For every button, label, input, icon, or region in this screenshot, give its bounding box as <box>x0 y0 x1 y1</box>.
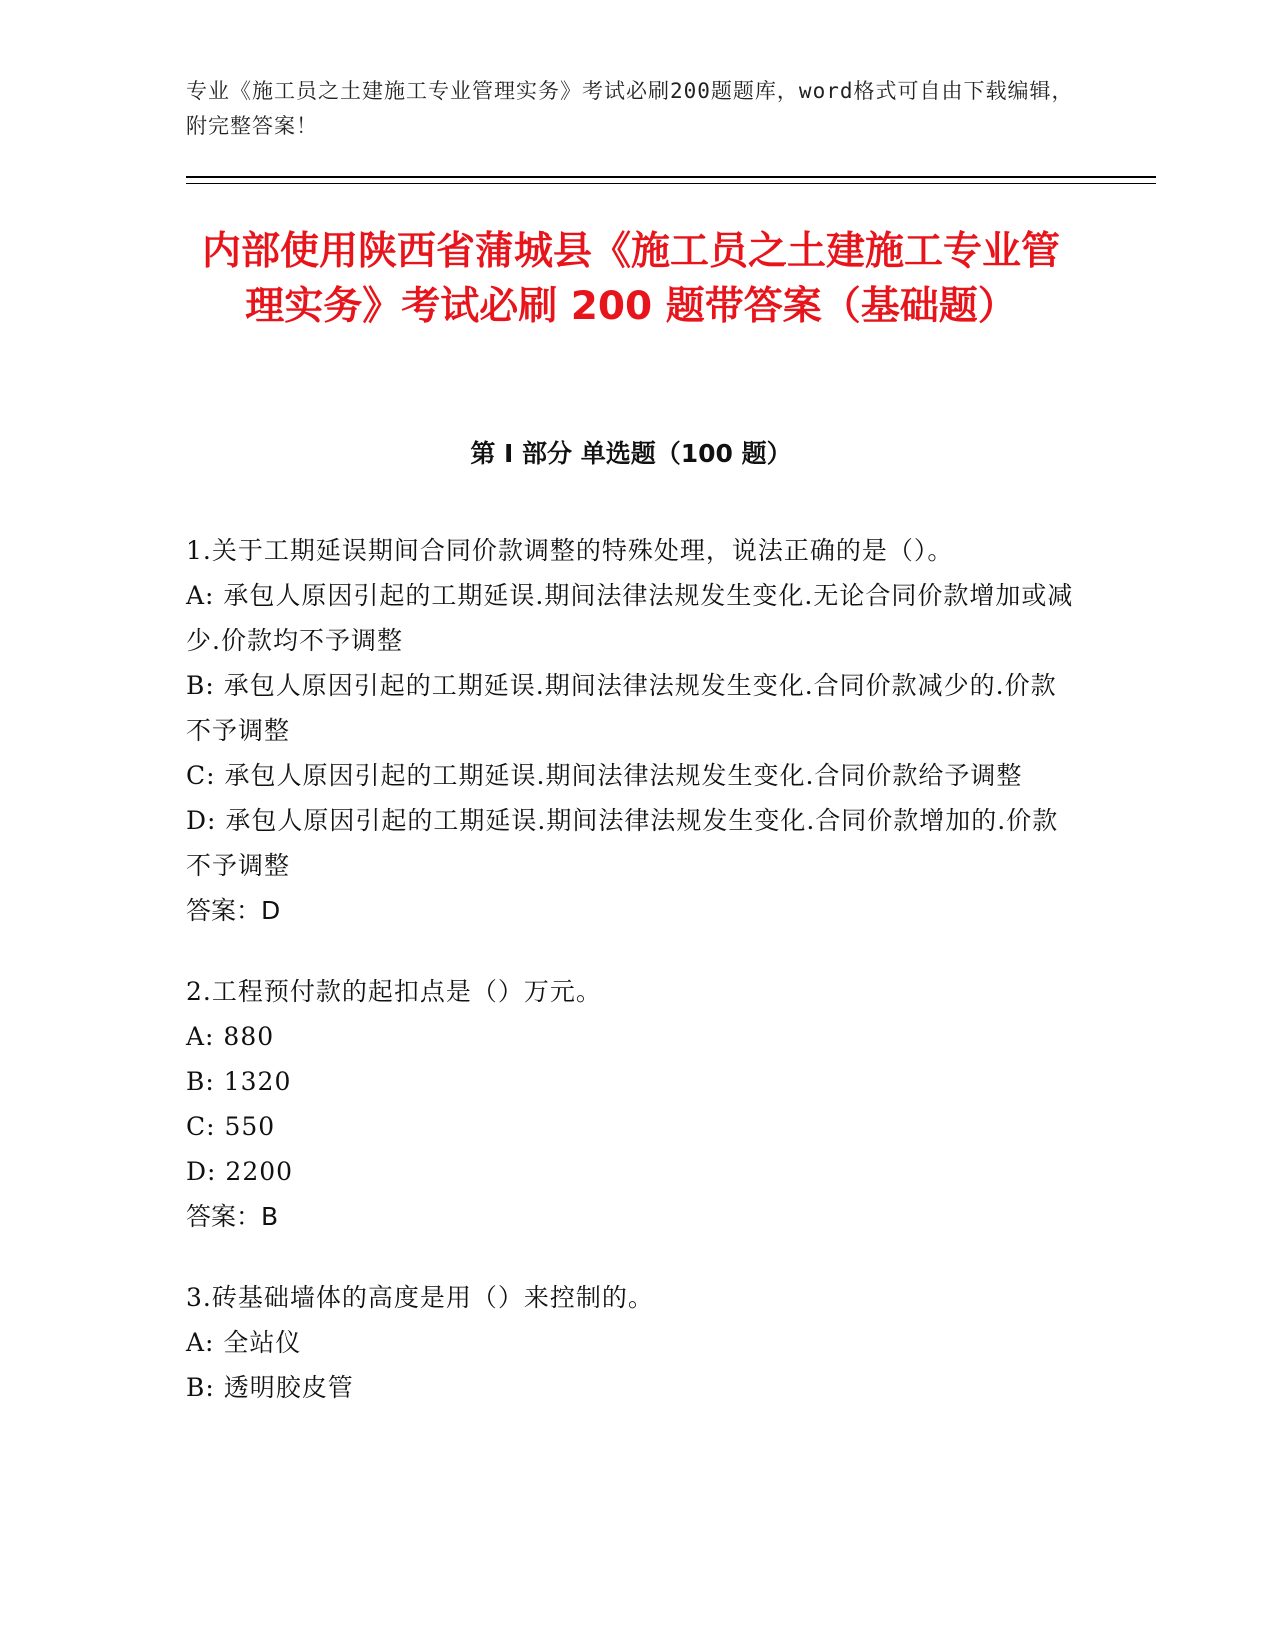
answer: 答案：B <box>186 1202 279 1231</box>
option-a: A: 880 <box>186 1022 275 1051</box>
section-heading: 第 I 部分 单选题（100 题） <box>470 439 792 468</box>
question-list <box>186 528 1076 1446</box>
question-2 <box>186 969 1076 1239</box>
question-3 <box>186 1275 1076 1410</box>
option-b: B: 透明胶皮管 <box>186 1373 354 1402</box>
option-c: C: 承包人原因引起的工期延误.期间法律法规发生变化.合同价款给予调整 <box>186 761 1023 790</box>
header-divider-thick <box>186 176 1156 178</box>
option-b: B: 1320 <box>186 1067 292 1096</box>
answer: 答案：D <box>186 896 281 925</box>
question-stem: 3.砖基础墙体的高度是用（）来控制的。 <box>186 1283 654 1312</box>
option-a: A: 全站仪 <box>186 1328 302 1357</box>
option-d: D: 2200 <box>186 1157 294 1186</box>
header-divider-thin <box>186 183 1156 184</box>
question-stem: 2.工程预付款的起扣点是（）万元。 <box>186 977 602 1006</box>
option-a: A: 承包人原因引起的工期延误.期间法律法规发生变化.无论合同价款增加或减少.价款均不予调整 <box>186 581 1074 655</box>
option-b: B: 承包人原因引起的工期延误.期间法律法规发生变化.合同价款减少的.价款不予调整 <box>186 671 1057 745</box>
option-d: D: 承包人原因引起的工期延误.期间法律法规发生变化.合同价款增加的.价款不予调整 <box>186 806 1059 880</box>
question-stem: 1.关于工期延误期间合同价款调整的特殊处理，说法正确的是（）。 <box>186 536 954 565</box>
question-1 <box>186 528 1076 933</box>
option-c: C: 550 <box>186 1112 276 1141</box>
document-title: 内部使用陕西省蒲城县《施工员之土建施工专业管理实务》考试必刷 200 题带答案（基础题） <box>201 229 1060 329</box>
header-note: 专业《施工员之土建施工专业管理实务》考试必刷200题题库，word格式可自由下载编辑，附完整答案！ <box>186 79 1074 138</box>
